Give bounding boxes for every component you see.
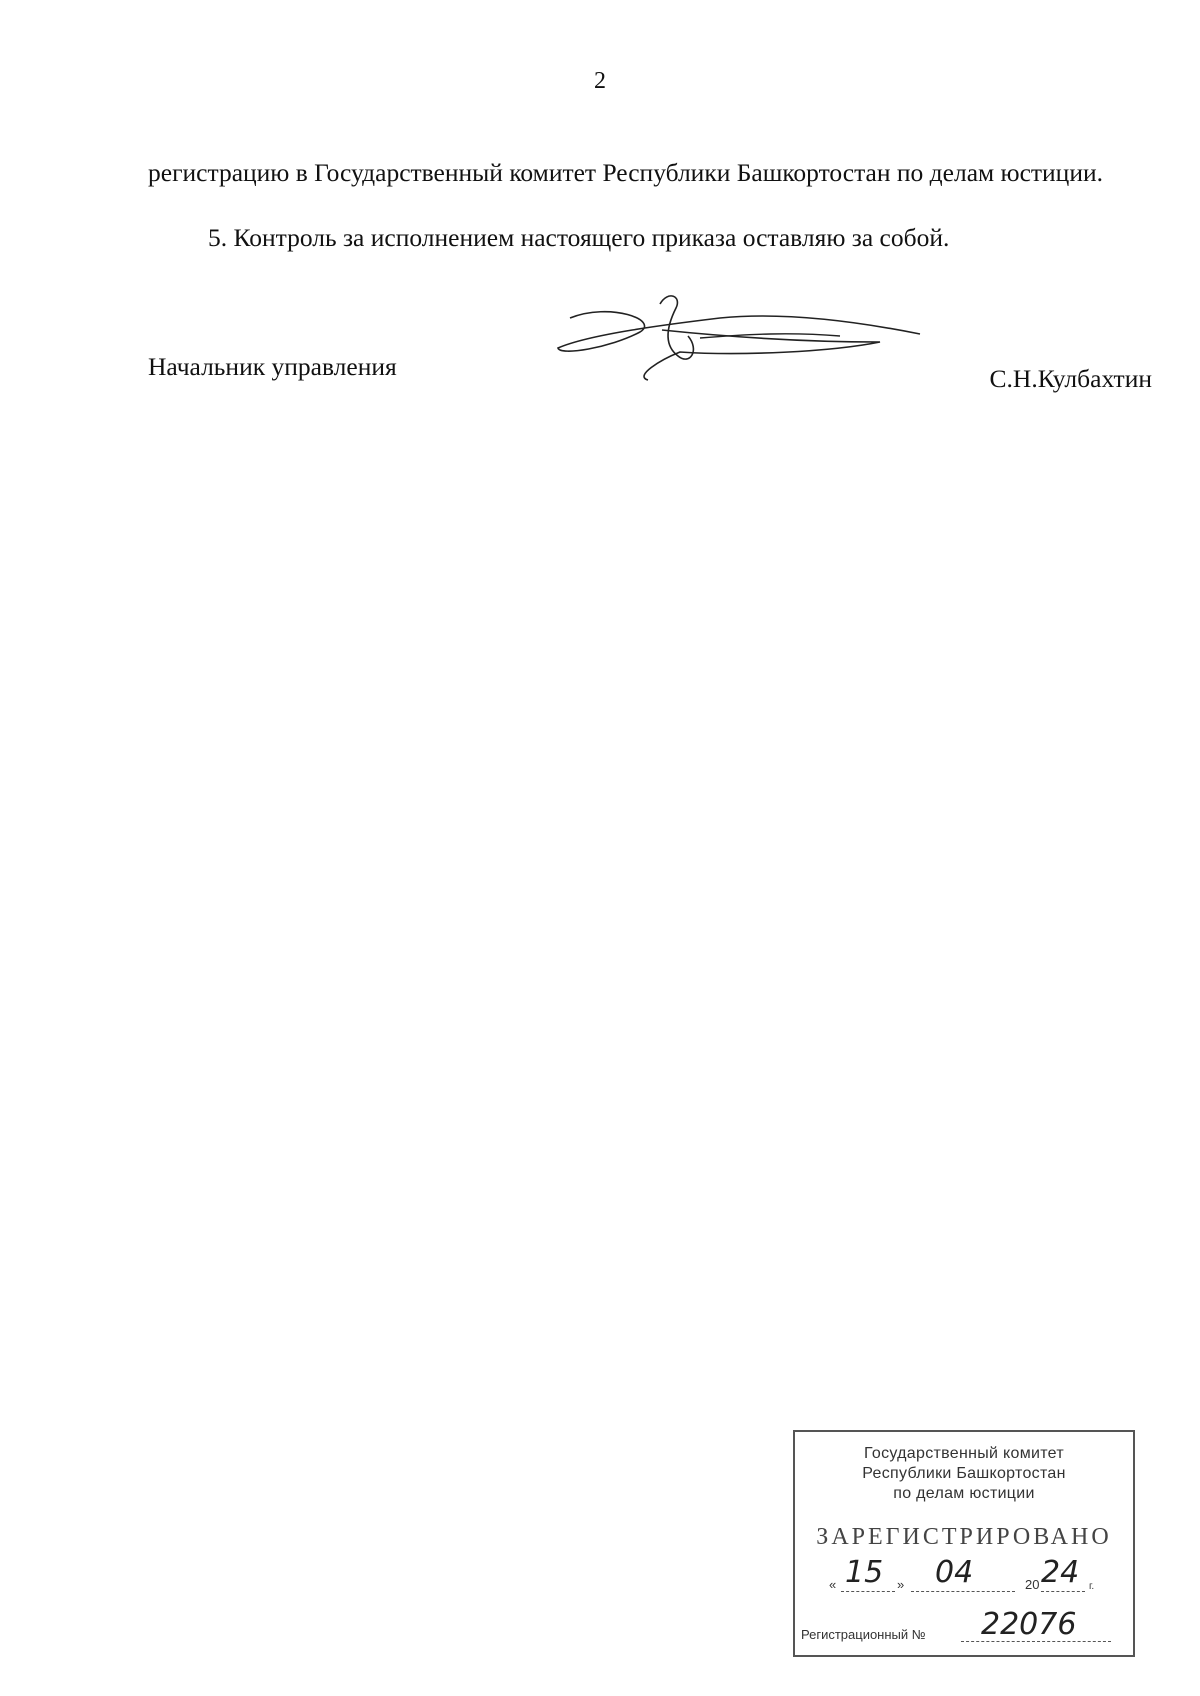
paragraph-continuation: регистрацию в Государственный комитет Республики Башкортостан по делам юстиции. <box>148 158 1103 187</box>
stamp-org-line-2: Республики Башкортостан <box>862 1465 1066 1482</box>
stamp-org-line-1: Государственный комитет <box>864 1445 1064 1462</box>
stamp-registration-number <box>801 1607 1121 1648</box>
stamp-reg-number: 22076 <box>981 1607 1077 1642</box>
stamp-open-quote: « <box>829 1577 837 1592</box>
stamp-organization <box>795 1444 1133 1504</box>
page-number: 2 <box>594 68 606 94</box>
registration-stamp <box>793 1430 1135 1657</box>
stamp-date <box>829 1555 1119 1596</box>
stamp-reg-label: Регистрационный № <box>801 1627 926 1642</box>
stamp-day-line <box>841 1590 895 1592</box>
signer-name: С.Н.Кулбахтин <box>989 364 1152 393</box>
stamp-status: ЗАРЕГИСТРИРОВАНО <box>816 1524 1112 1550</box>
stamp-year-prefix: 20 <box>1025 1577 1040 1592</box>
stamp-year-suffix: 24 <box>1041 1555 1080 1590</box>
stamp-year-line <box>1041 1590 1085 1592</box>
paragraph-item-5: 5. Контроль за исполнением настоящего приказа оставляю за собой. <box>208 223 950 252</box>
handwritten-signature <box>550 290 940 410</box>
stamp-year-mark: г. <box>1089 1581 1095 1592</box>
stamp-org-line-3: по делам юстиции <box>893 1485 1035 1502</box>
stamp-month: 04 <box>935 1555 974 1590</box>
stamp-close-quote: » <box>897 1577 905 1592</box>
stamp-day: 15 <box>845 1555 884 1590</box>
signer-title: Начальник управления <box>148 352 397 381</box>
stamp-month-line <box>911 1590 1015 1592</box>
